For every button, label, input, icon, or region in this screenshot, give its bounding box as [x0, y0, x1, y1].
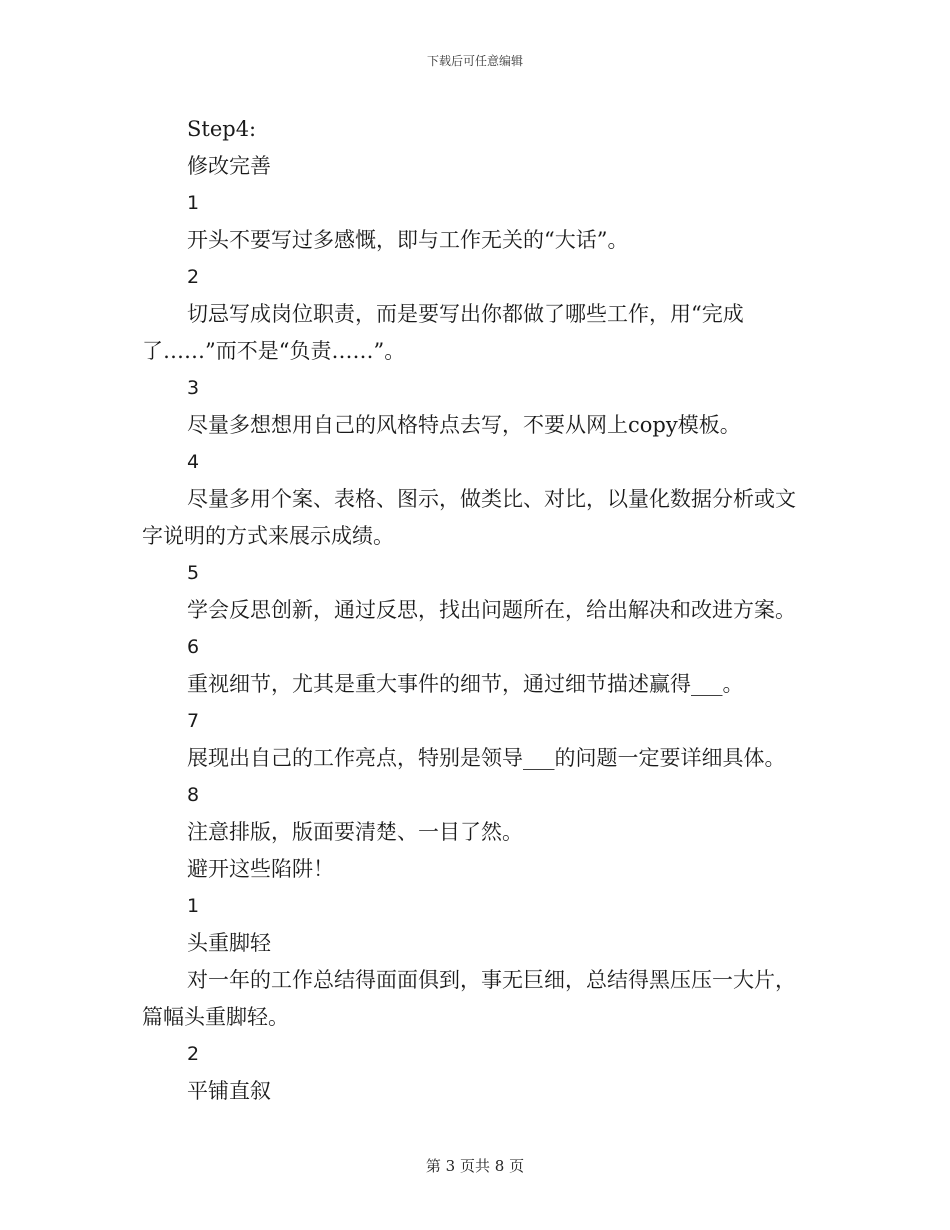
page-header: 下载后可任意编辑: [426, 54, 523, 68]
list-number: 2: [187, 1043, 200, 1065]
subheading: 平铺直叙: [187, 1079, 271, 1103]
list-number: 8: [187, 784, 200, 806]
list-number: 7: [187, 710, 200, 732]
document-body: [142, 111, 814, 1110]
section-heading: 修改完善: [187, 154, 271, 178]
list-number: 2: [187, 266, 200, 288]
list-number: 6: [187, 636, 200, 658]
paragraph: 尽量多用个案、表格、图示，做类比、对比，以量化数据分析或文字说明的方式来展示成绩。: [142, 487, 796, 548]
list-number: 5: [187, 562, 200, 584]
paragraph: Step4:: [187, 117, 257, 141]
paragraph: 注意排版，版面要清楚、一目了然。: [187, 820, 523, 844]
paragraph: 重视细节，尤其是重大事件的细节，通过细节描述赢得___。: [187, 672, 744, 696]
list-number: 4: [187, 451, 200, 473]
paragraph: 切忌写成岗位职责，而是要写出你都做了哪些工作，用“完成了……”而不是“负责……”。: [142, 302, 744, 363]
paragraph: 展现出自己的工作亮点，特别是领导___的问题一定要详细具体。: [187, 746, 786, 770]
paragraph: 开头不要写过多感慨，即与工作无关的“大话”。: [187, 228, 629, 252]
list-number: 1: [187, 895, 200, 917]
paragraph: 对一年的工作总结得面面俱到，事无巨细，总结得黑压压一大片，篇幅头重脚轻。: [142, 968, 796, 1029]
paragraph: 学会反思创新，通过反思，找出问题所在，给出解决和改进方案。: [187, 598, 796, 622]
list-number: 3: [187, 377, 200, 399]
paragraph: 尽量多想想用自己的风格特点去写，不要从网上copy模板。: [187, 413, 741, 437]
section-heading: 避开这些陷阱！: [187, 857, 334, 881]
list-number: 1: [187, 192, 200, 214]
subheading: 头重脚轻: [187, 931, 271, 955]
page-footer: 第 3 页共 8 页: [425, 1157, 525, 1175]
